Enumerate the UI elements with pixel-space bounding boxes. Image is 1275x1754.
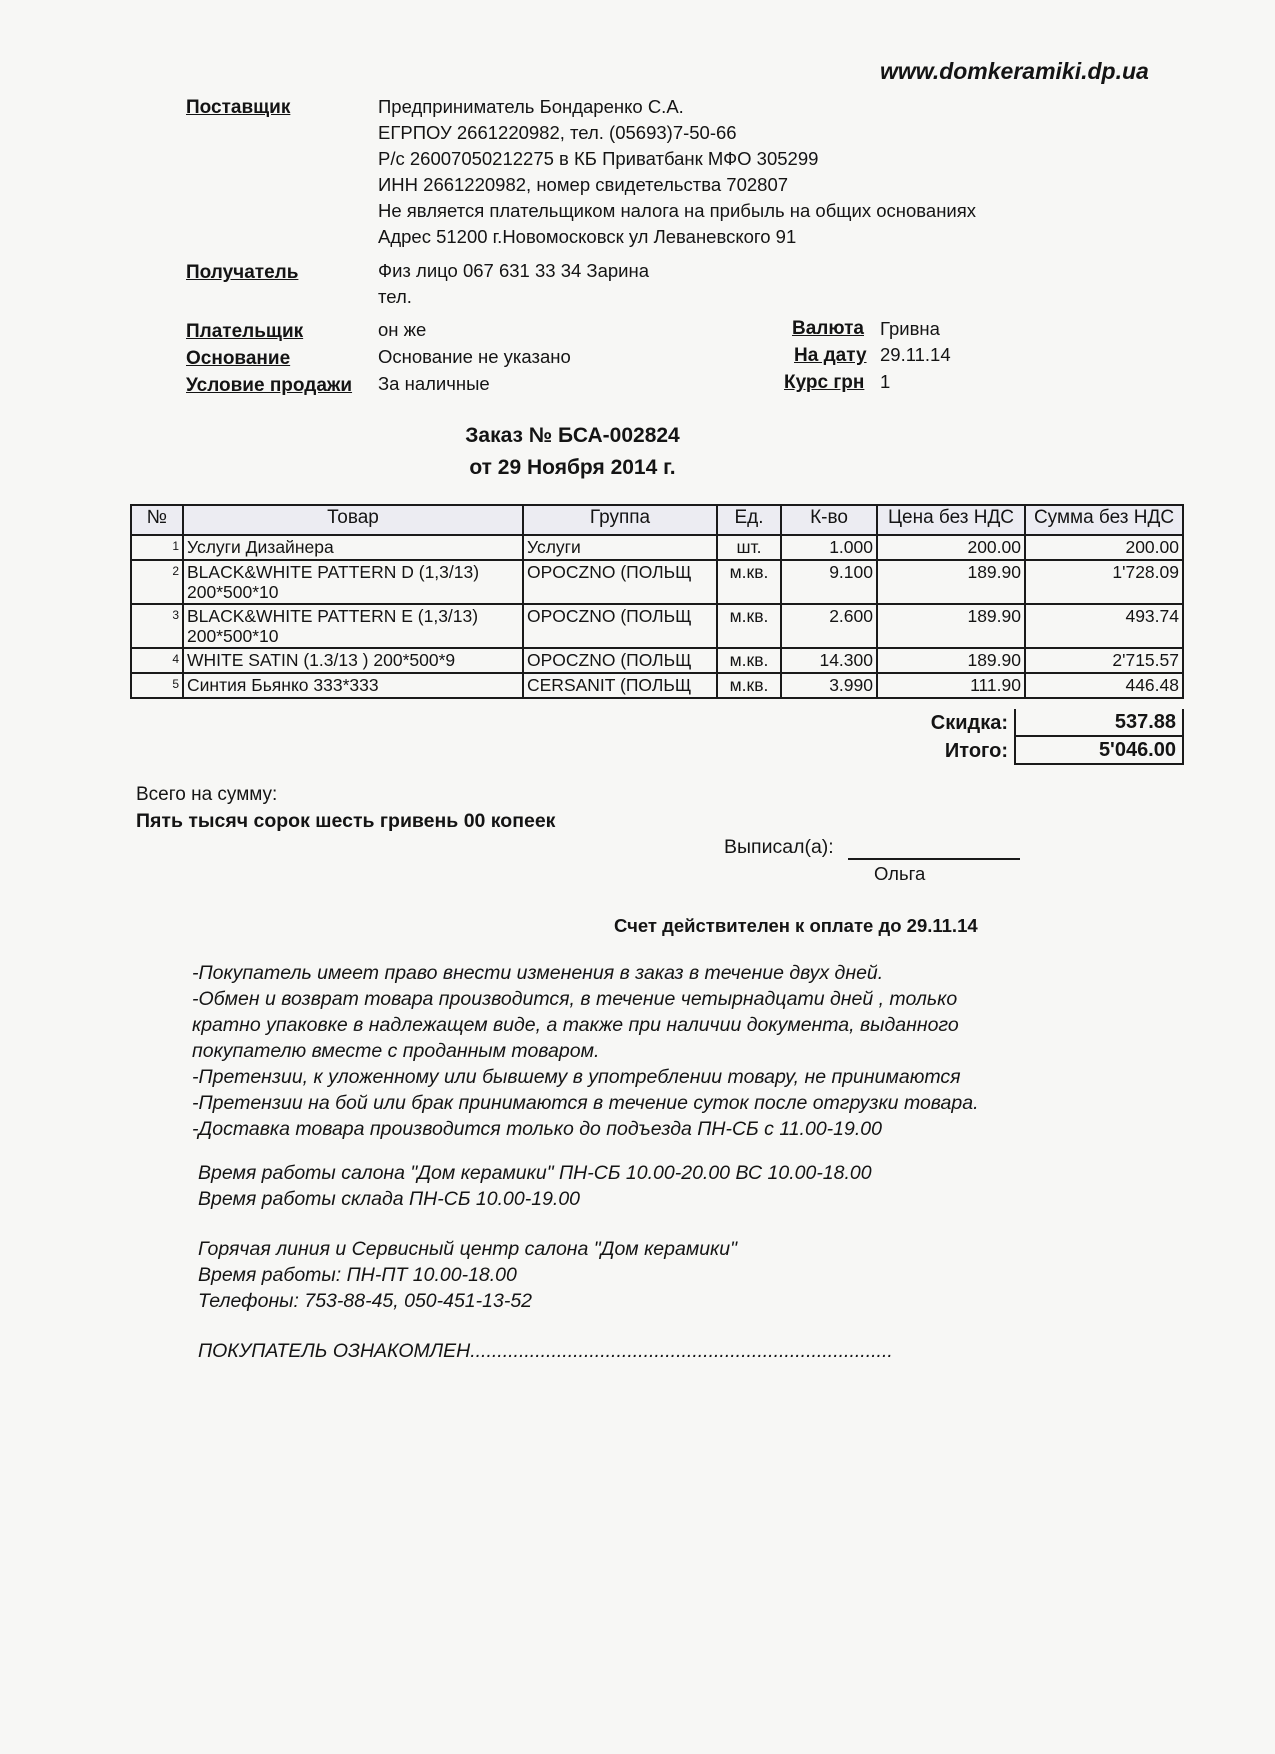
order-number: Заказ № БСА-002824: [465, 424, 680, 447]
basis-value: Основание не указано: [378, 346, 571, 367]
row-price: 111.90: [877, 673, 1025, 698]
sum-words-value: Пять тысяч сорок шесть гривень 00 копеек: [136, 810, 556, 832]
discount-label: Скидка:: [930, 712, 1008, 734]
row-qty: 2.600: [781, 604, 877, 648]
website-url: www.domkeramiki.dp.ua: [880, 58, 1149, 84]
recipient-details: [378, 258, 649, 310]
row-sum: 1'728.09: [1025, 560, 1183, 604]
terms-line: -Претензии на бой или брак принимаются в течение суток после отгрузки товара.: [192, 1092, 979, 1114]
supplier-details: [378, 94, 976, 250]
terms-line: -Обмен и возврат товара производится, в течение четырнадцати дней , только: [192, 988, 958, 1010]
col-header-product: Товар: [183, 505, 523, 535]
supplier-line: ИНН 2661220982, номер свидетельства 702807: [378, 174, 789, 195]
row-product: Услуги Дизайнера: [183, 535, 523, 560]
supplier-line: Предприниматель Бондаренко С.А.: [378, 96, 684, 117]
row-group: Услуги: [523, 535, 717, 560]
row-group: OPOCZNO (ПОЛЬЩ: [523, 604, 717, 648]
supplier-label: Поставщик: [186, 97, 291, 118]
row-price: 189.90: [877, 648, 1025, 673]
date-label: На дату: [794, 345, 867, 366]
recipient-line: тел.: [378, 286, 412, 307]
row-group: OPOCZNO (ПОЛЬЩ: [523, 560, 717, 604]
row-number: 1: [131, 535, 183, 560]
row-sum: 200.00: [1025, 535, 1183, 560]
buyer-acknowledged: ПОКУПАТЕЛЬ ОЗНАКОМЛЕН..............................................................................: [198, 1340, 893, 1362]
hotline-block: [198, 1236, 737, 1314]
row-price: 200.00: [877, 535, 1025, 560]
row-qty: 14.300: [781, 648, 877, 673]
recipient-line: Физ лицо 067 631 33 34 Зарина: [378, 260, 650, 281]
issued-by-label: Выписал(а):: [724, 836, 834, 858]
order-date: от 29 Ноября 2014 г.: [469, 456, 676, 479]
supplier-line: Р/с 26007050212275 в КБ Приватбанк МФО 305299: [378, 148, 819, 169]
col-header-qty: К-во: [781, 505, 877, 535]
col-header-group: Группа: [523, 505, 717, 535]
terms-line: -Доставка товара производится только до подъезда ПН-СБ с 11.00-19.00: [192, 1118, 882, 1140]
supplier-line: ЕГРПОУ 2661220982, тел. (05693)7-50-66: [378, 122, 737, 143]
row-number: 3: [131, 604, 183, 648]
items-table: [130, 504, 1184, 699]
table-row: [131, 673, 1183, 698]
rate-label: Курс грн: [784, 372, 865, 393]
sale-condition-label: Условие продажи: [186, 375, 353, 396]
hotline-line: Горячая линия и Сервисный центр салона "Дом керамики": [198, 1238, 738, 1260]
row-unit: шт.: [717, 535, 781, 560]
row-unit: м.кв.: [717, 673, 781, 698]
table-row: [131, 604, 1183, 648]
terms-block: [192, 960, 979, 1142]
signature-line: [848, 858, 1020, 860]
row-qty: 1.000: [781, 535, 877, 560]
col-header-number: №: [131, 505, 183, 535]
table-row: [131, 560, 1183, 604]
row-sum: 446.48: [1025, 673, 1183, 698]
row-qty: 9.100: [781, 560, 877, 604]
terms-line: -Покупатель имеет право внести изменения в заказ в течение двух дней.: [192, 962, 884, 984]
issued-by-name: Ольга: [874, 863, 926, 884]
supplier-line: Адрес 51200 г.Новомосковск ул Леваневского 91: [378, 226, 797, 247]
hotline-line: Время работы: ПН-ПТ 10.00-18.00: [198, 1264, 517, 1286]
row-group: OPOCZNO (ПОЛЬЩ: [523, 648, 717, 673]
row-price: 189.90: [877, 560, 1025, 604]
hours-block: [198, 1160, 872, 1212]
date-value: 29.11.14: [880, 344, 951, 365]
row-product: WHITE SATIN (1.3/13 ) 200*500*9: [183, 648, 523, 673]
payer-label: Плательщик: [186, 321, 304, 342]
row-price: 189.90: [877, 604, 1025, 648]
row-unit: м.кв.: [717, 648, 781, 673]
sum-words-label: Всего на сумму:: [136, 784, 278, 805]
hours-line: Время работы склада ПН-СБ 10.00-19.00: [198, 1188, 581, 1210]
row-number: 4: [131, 648, 183, 673]
row-unit: м.кв.: [717, 560, 781, 604]
col-header-unit: Ед.: [717, 505, 781, 535]
payer-value: он же: [378, 319, 427, 340]
terms-line: -Претензии, к уложенному или бывшему в употреблении товару, не принимаются: [192, 1066, 961, 1088]
col-header-sum: Сумма без НДС: [1025, 505, 1183, 535]
row-group: CERSANIT (ПОЛЬЩ: [523, 673, 717, 698]
table-row: [131, 535, 1183, 560]
rate-value: 1: [880, 371, 891, 392]
supplier-line: Не является плательщиком налога на прибыль на общих основаниях: [378, 200, 977, 221]
discount-value: 537.88: [1014, 709, 1184, 737]
row-sum: 493.74: [1025, 604, 1183, 648]
total-value: 5'046.00: [1014, 737, 1184, 765]
currency-label: Валюта: [792, 318, 864, 339]
table-row: [131, 648, 1183, 673]
row-number: 2: [131, 560, 183, 604]
row-product: BLACK&WHITE PATTERN D (1,3/13) 200*500*10: [183, 560, 523, 604]
col-header-price: Цена без НДС: [877, 505, 1025, 535]
sale-condition-value: За наличные: [378, 373, 490, 394]
basis-label: Основание: [186, 348, 291, 369]
row-unit: м.кв.: [717, 604, 781, 648]
currency-value: Гривна: [880, 318, 940, 339]
table-header-row: [131, 505, 1183, 535]
row-product: BLACK&WHITE PATTERN E (1,3/13) 200*500*10: [183, 604, 523, 648]
row-sum: 2'715.57: [1025, 648, 1183, 673]
terms-line: покупателю вместе с проданным товаром.: [192, 1040, 600, 1062]
row-qty: 3.990: [781, 673, 877, 698]
total-label: Итого:: [944, 740, 1008, 762]
hours-line: Время работы салона "Дом керамики" ПН-СБ 10.00-20.00 ВС 10.00-18.00: [198, 1162, 872, 1184]
row-number: 5: [131, 673, 183, 698]
recipient-label: Получатель: [186, 262, 299, 283]
terms-line: кратно упаковке в надлежащем виде, а также при наличии документа, выданного: [192, 1014, 959, 1036]
hotline-line: Телефоны: 753-88-45, 050-451-13-52: [198, 1290, 533, 1312]
row-product: Синтия Бьянко 333*333: [183, 673, 523, 698]
validity-note: Счет действителен к оплате до 29.11.14: [614, 915, 978, 936]
